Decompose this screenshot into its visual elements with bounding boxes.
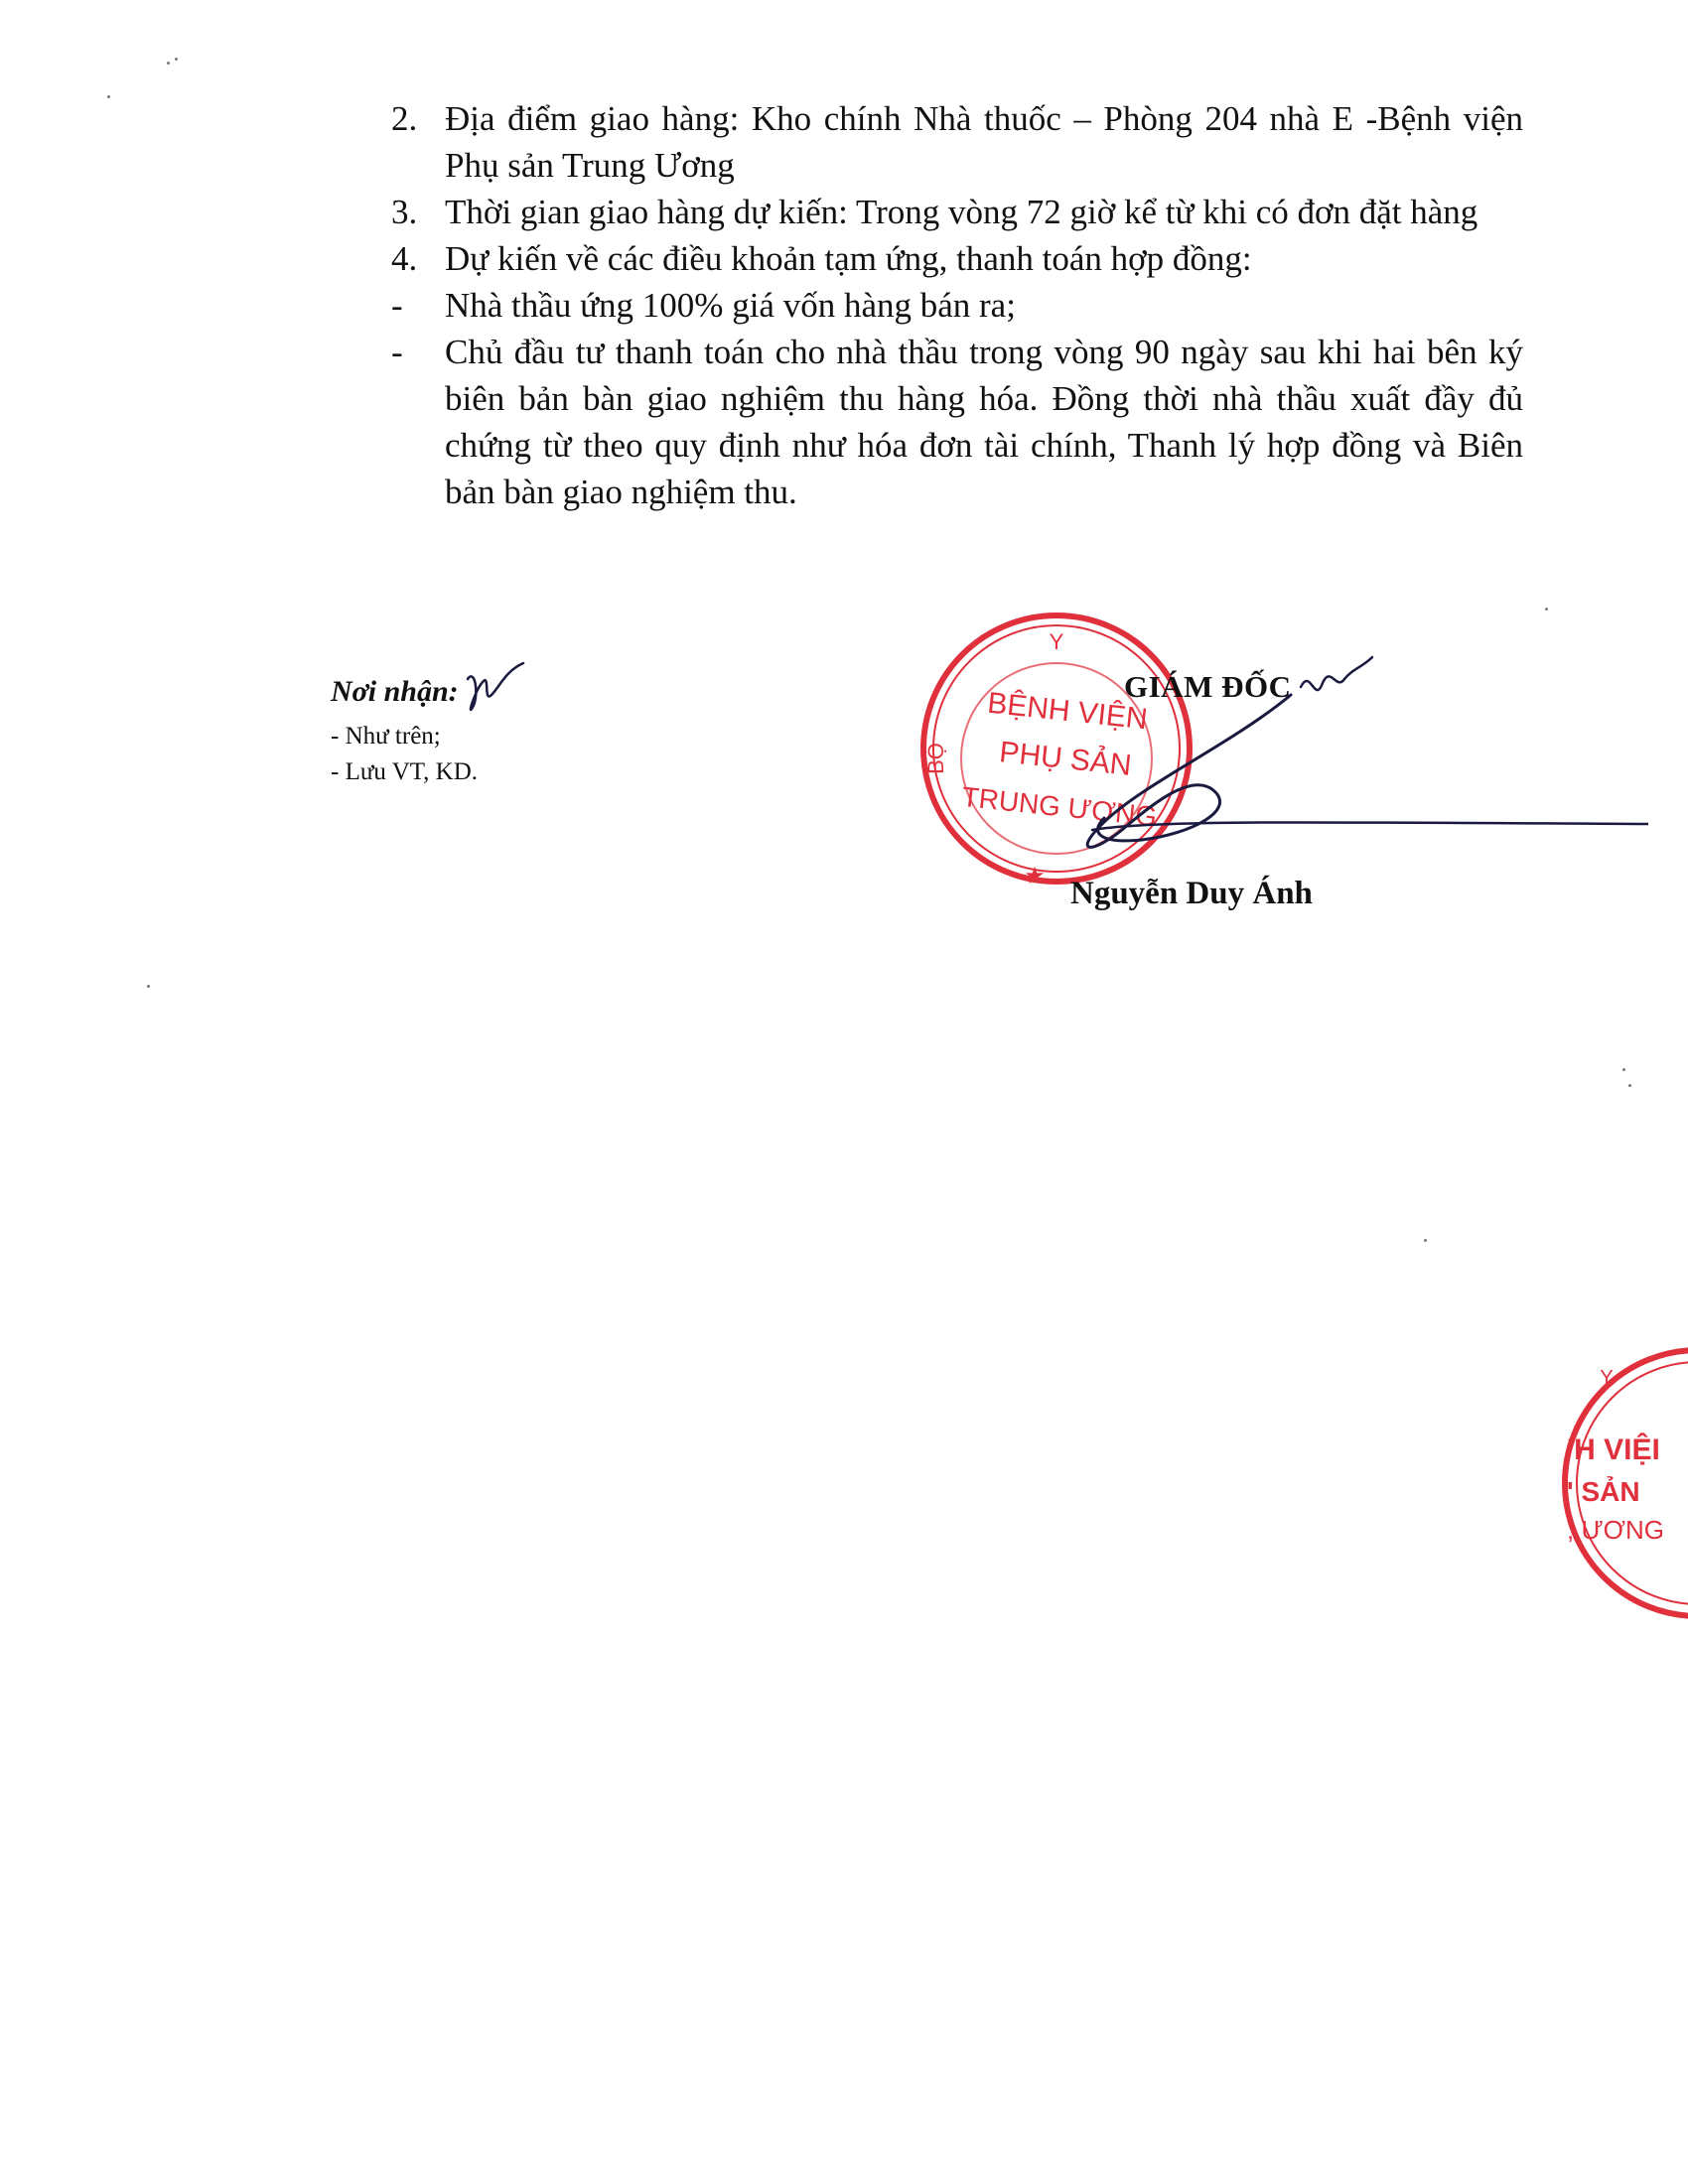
- seal-top-mark: Y: [1049, 629, 1064, 654]
- seal-line-3: TRUNG ƯƠNG: [960, 780, 1159, 833]
- list-item: [391, 95, 1523, 189]
- seal-line-2: PHỤ SẢN: [997, 736, 1134, 782]
- list-item: [391, 235, 1523, 282]
- recipient-line: - Lưu VT, KD.: [331, 758, 479, 785]
- seal-line-1: BỆNH VIỆN: [985, 686, 1150, 737]
- item-marker: 3.: [391, 193, 418, 231]
- scan-speck: [1424, 1239, 1427, 1242]
- recipients-title: [331, 659, 531, 719]
- edge-seal-line-2: ' SẢN: [1567, 1476, 1640, 1507]
- seal-bottom-mark: ★: [1024, 863, 1046, 887]
- initials-signature-icon: [462, 659, 531, 719]
- item-text: Thời gian giao hàng dự kiến: Trong vòng 72 giờ kể từ khi có đơn đặt hàng: [445, 193, 1478, 231]
- edge-seal-top-mark: Y: [1600, 1367, 1614, 1389]
- list-item: [391, 282, 1523, 329]
- edge-seal-line-3: ; ƯƠNG: [1567, 1515, 1664, 1545]
- item-marker: -: [391, 286, 403, 325]
- item-text: Dự kiến về các điều khoản tạm ứng, thanh toán hợp đồng:: [445, 239, 1252, 278]
- item-marker: 4.: [391, 239, 418, 278]
- edge-seal-line-1: 'H VIỆI: [1567, 1433, 1660, 1466]
- scan-speck: [107, 95, 110, 98]
- item-text: Chủ đầu tư thanh toán cho nhà thầu trong vòng 90 ngày sau khi hai bên ký biên bản bàn giao nghiệm thu hàng hóa. Đồng thời nhà thầu xuất đầy đủ chứng từ theo quy định như hóa đơn tài chính, Thanh lý hợp đồng và Biên bản bàn giao nghiệm thu.: [445, 333, 1523, 511]
- recipients-title-text: Nơi nhận:: [331, 675, 459, 708]
- seal-side-text: BỘ: [923, 743, 948, 774]
- item-marker: -: [391, 333, 403, 371]
- body-text: [391, 95, 1523, 515]
- scan-speck: [175, 58, 178, 61]
- scan-speck: [167, 62, 170, 65]
- scan-speck: [1628, 1084, 1631, 1087]
- list-item: [391, 189, 1523, 235]
- scan-speck: [147, 985, 150, 988]
- recipients-block: [331, 659, 531, 790]
- scan-speck: [1622, 1068, 1625, 1071]
- signature-block: [894, 596, 1648, 933]
- signer-title: GIÁM ĐỐC: [1124, 669, 1292, 704]
- edge-seal: [1559, 1338, 1688, 1636]
- item-marker: 2.: [391, 99, 418, 138]
- scan-speck: [1545, 608, 1548, 611]
- recipient-line: - Như trên;: [331, 723, 441, 750]
- item-text: Địa điểm giao hàng: Kho chính Nhà thuốc – Phòng 204 nhà E -Bệnh viện Phụ sản Trung Ương: [445, 99, 1523, 185]
- list-item: [391, 329, 1523, 515]
- item-text: Nhà thầu ứng 100% giá vốn hàng bán ra;: [445, 286, 1016, 325]
- signer-name: Nguyễn Duy Ánh: [1070, 876, 1313, 911]
- edge-seal-icon: [1559, 1338, 1688, 1636]
